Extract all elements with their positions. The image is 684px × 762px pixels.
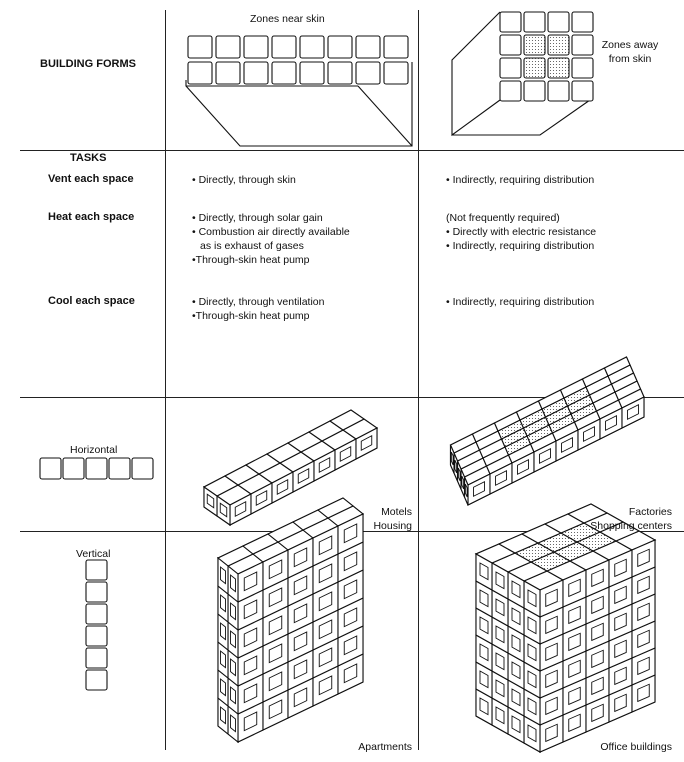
task-cool-near [192, 295, 324, 323]
perimeter-zone-cell [500, 35, 521, 55]
perimeter-zone-cell [572, 12, 593, 32]
caption-factories: Factories [628, 506, 672, 518]
interior-zone-cell [548, 35, 569, 55]
perimeter-zone-cell [524, 81, 545, 101]
vertical-label: Vertical [76, 548, 111, 560]
zone-cell [188, 36, 212, 58]
office-building-drawing [476, 504, 655, 752]
task-heat-near-line: •Through-skin heat pump [192, 254, 310, 266]
zone-cell [86, 458, 107, 479]
perimeter-zone-cell [500, 81, 521, 101]
task-vent-near-line: • Directly, through skin [192, 174, 296, 186]
away-skin-block-drawing [452, 12, 593, 135]
zone-cell [86, 560, 107, 580]
zones-away-line-1: Zones away [601, 39, 659, 51]
zone-cell [272, 62, 296, 84]
interior-zone-cell [548, 58, 569, 78]
zone-cell [109, 458, 130, 479]
caption-shopping-centers: Shopping centers [590, 520, 672, 532]
task-heat-near-line: • Combustion air directly available [192, 226, 350, 238]
zone-cell [86, 626, 107, 646]
task-cool-near-line: •Through-skin heat pump [192, 310, 310, 322]
perimeter-zone-cell [572, 81, 593, 101]
perimeter-zone-cell [548, 81, 569, 101]
caption-housing: Housing [373, 520, 412, 532]
zone-cell [356, 62, 380, 84]
task-vent-near [192, 173, 296, 187]
horizontal-row-icon [40, 458, 153, 479]
zone-cell [384, 62, 408, 84]
zones-away-line-2: from skin [608, 53, 652, 65]
horizontal-label: Horizontal [70, 444, 118, 456]
perimeter-zone-cell [524, 12, 545, 32]
zone-cell [328, 36, 352, 58]
zone-cell [63, 458, 84, 479]
task-cool-near-line: • Directly, through ventilation [192, 296, 325, 308]
task-label-cool: Cool each space [48, 295, 135, 307]
zone-cell [40, 458, 61, 479]
task-heat-away-line: • Indirectly, requiring distribution [446, 240, 595, 252]
task-cool-away [446, 295, 594, 309]
zone-cell [132, 458, 153, 479]
zone-cell [300, 62, 324, 84]
office-buildings-caption: Office buildings [600, 741, 672, 753]
zone-cell [244, 36, 268, 58]
zone-cell [384, 36, 408, 58]
zones-near-skin-label: Zones near skin [250, 13, 325, 25]
vertical-column-icon [86, 560, 107, 690]
factories-shopping-caption [590, 505, 672, 533]
factories-building-drawing [451, 357, 645, 505]
building-forms-heading: BUILDING FORMS [40, 58, 136, 70]
task-heat-near-line: as is exhaust of gases [200, 240, 304, 252]
zone-cell [244, 62, 268, 84]
task-heat-away [446, 211, 596, 253]
perimeter-zone-cell [500, 12, 521, 32]
near-skin-slab-drawing [186, 36, 412, 146]
task-heat-away-line: • Directly with electric resistance [446, 226, 597, 238]
perimeter-zone-cell [500, 58, 521, 78]
zone-cell [300, 36, 324, 58]
caption-motels: Motels [381, 506, 412, 518]
zone-cell [356, 36, 380, 58]
zone-cell [86, 648, 107, 668]
zone-cell [86, 670, 107, 690]
zone-cell [216, 62, 240, 84]
perimeter-zone-cell [548, 12, 569, 32]
task-vent-away-line: • Indirectly, requiring distribution [446, 174, 595, 186]
zone-cell [328, 62, 352, 84]
zone-cell [216, 36, 240, 58]
perimeter-zone-cell [572, 35, 593, 55]
zone-cell [188, 62, 212, 84]
task-label-vent: Vent each space [48, 173, 134, 185]
motels-housing-caption [373, 505, 412, 533]
zone-cell [86, 604, 107, 624]
task-heat-near [192, 211, 350, 267]
apartments-building-drawing [218, 498, 363, 742]
interior-zone-cell [524, 35, 545, 55]
apartments-caption: Apartments [358, 741, 412, 753]
task-label-heat: Heat each space [48, 211, 135, 223]
tasks-heading: TASKS [70, 152, 107, 164]
task-vent-away [446, 173, 594, 187]
zone-cell [272, 36, 296, 58]
task-heat-away-line: (Not frequently required) [446, 212, 560, 224]
zone-cell [86, 582, 107, 602]
task-heat-near-line: • Directly, through solar gain [192, 212, 323, 224]
perimeter-zone-cell [572, 58, 593, 78]
task-cool-away-line: • Indirectly, requiring distribution [446, 296, 595, 308]
interior-zone-cell [524, 58, 545, 78]
